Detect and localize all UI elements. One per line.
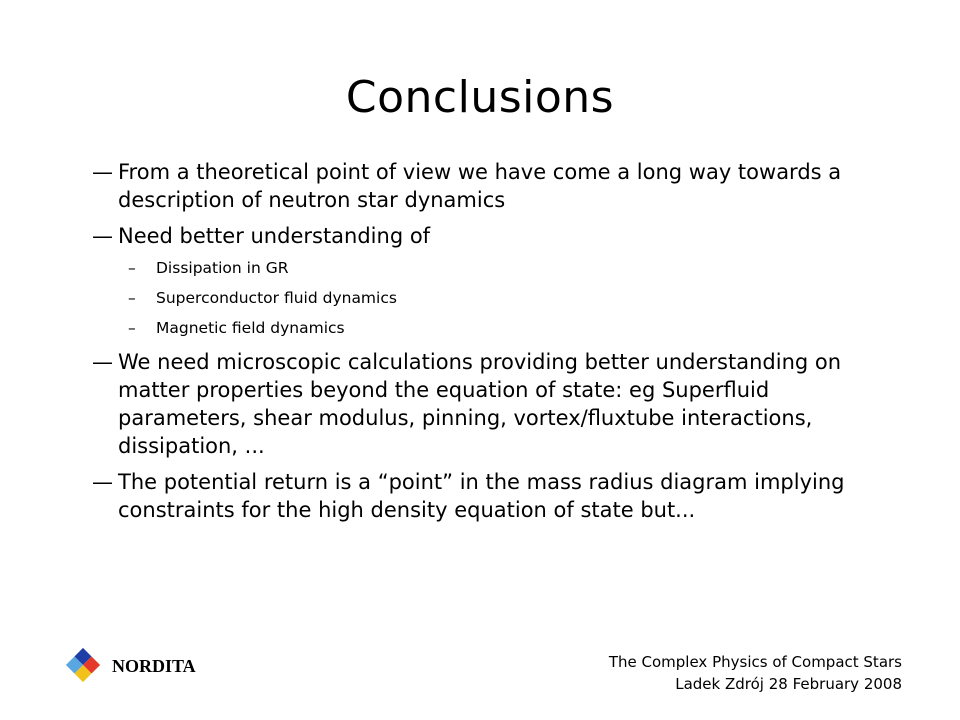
sub-bullet-item bbox=[92, 258, 882, 278]
sub-bullet-marker: – bbox=[128, 319, 136, 337]
slide-title: Conclusions bbox=[345, 72, 615, 123]
nordita-logo-icon bbox=[64, 646, 102, 684]
footer-line-1: The Complex Physics of Compact Stars bbox=[608, 653, 902, 671]
org-name: NORDITA bbox=[112, 656, 196, 676]
bullet-item bbox=[92, 348, 882, 460]
sub-bullet-item bbox=[92, 288, 882, 308]
bullet-text: We need microscopic calculations providing better understanding on matter properties beyond the equation of state: eg Superfluid parameters, shear modulus, pinning, vortex/fluxtube interactions, dissipation, ... bbox=[118, 350, 842, 458]
bullet-text: Need better understanding of bbox=[118, 224, 431, 248]
footer-text bbox=[609, 651, 902, 695]
bullet-text: The potential return is a “point” in the mass radius diagram implying constraints for the high density equation of state but... bbox=[118, 470, 845, 522]
bullet-marker: — bbox=[92, 224, 113, 248]
bullet-marker: — bbox=[92, 350, 113, 374]
footer-line-2: Ladek Zdrój 28 February 2008 bbox=[675, 675, 902, 693]
bullet-marker: — bbox=[92, 160, 113, 184]
bullet-item bbox=[92, 222, 882, 250]
bullet-item bbox=[92, 468, 882, 524]
sub-bullet-marker: – bbox=[128, 289, 136, 307]
bullet-item bbox=[92, 158, 882, 214]
sub-bullet-text: Dissipation in GR bbox=[156, 259, 289, 277]
sub-bullet-text: Superconductor fluid dynamics bbox=[156, 289, 397, 307]
sub-bullet-item bbox=[92, 318, 882, 338]
bullet-list bbox=[92, 158, 882, 532]
sub-bullet-text: Magnetic field dynamics bbox=[156, 319, 345, 337]
bullet-text: From a theoretical point of view we have come a long way towards a description of neutron star dynamics bbox=[118, 160, 842, 212]
sub-bullet-marker: – bbox=[128, 259, 136, 277]
bullet-marker: — bbox=[92, 470, 113, 494]
